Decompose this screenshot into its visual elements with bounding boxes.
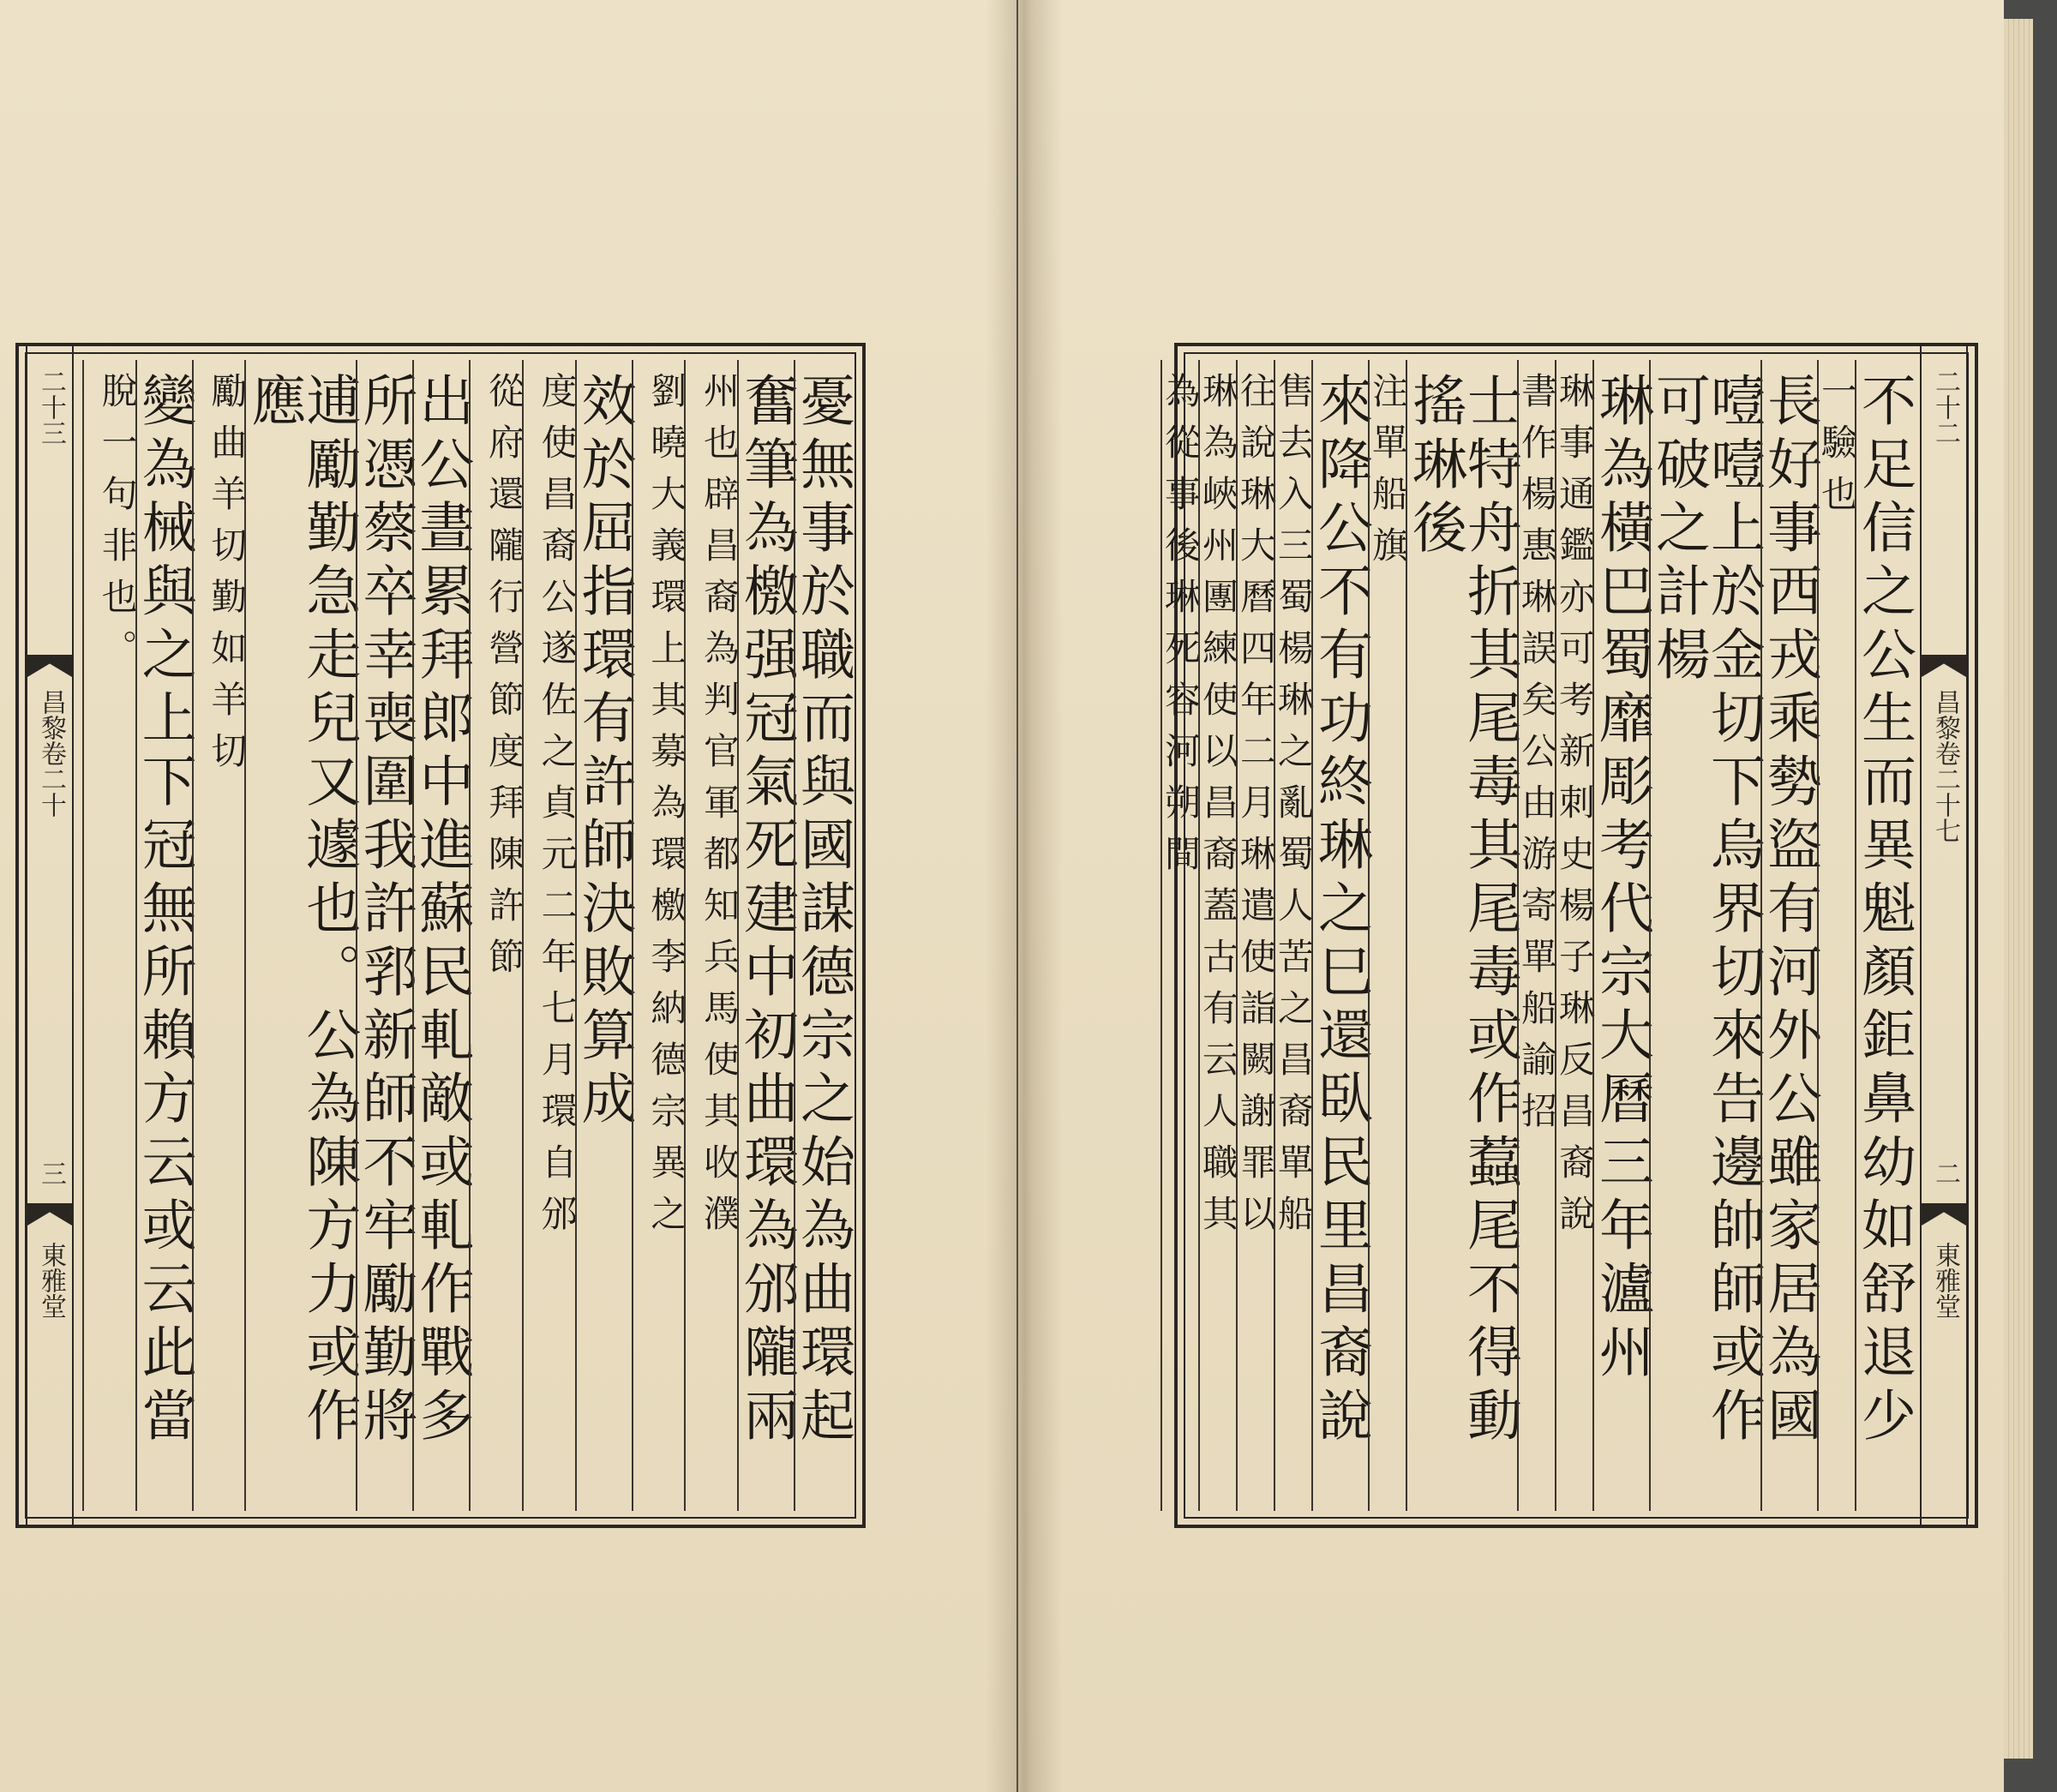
right-page-number: 二十二 [1930,369,1960,446]
left-page-number: 二十三 [36,369,66,446]
text-column: 來降公不有功終琳之巳還臥民里昌裔說 [1311,360,1368,1511]
left-page [0,0,1017,1792]
text-column: 脫一句非也。 [82,360,135,1511]
text-column: 變為械與之上下冠無所賴方云或云此當 [135,360,192,1511]
right-page [1018,0,2004,1792]
text-column: 一驗也 [1817,360,1855,1511]
left-fishtail-mark-lower [27,1203,72,1226]
text-column: 售去入三蜀楊琳之亂蜀人苦之昌裔單船 [1274,360,1311,1511]
left-volume-title: 昌黎卷二十 [36,689,66,818]
text-column: 出公晝累拜郎中進蘇民軋敵或軋作戰多 [412,360,469,1511]
left-studio-name: 東雅堂 [36,1242,66,1319]
text-column: 逋勵勤急走兒又遽也。公為陳方力或作應 [244,360,356,1511]
text-column: 書作楊惠琳誤矣公由游寄單船諭招 [1517,360,1555,1511]
right-leaf-number: 二 [1930,1160,1960,1186]
text-column: 勵曲羊切勤如羊切 [192,360,245,1511]
text-column: 度使昌裔公遂佐之貞元二年七月環自邠 [522,360,575,1511]
text-column: 為從事後琳死容河朔間 [1160,360,1198,1511]
left-banxin [26,346,74,1525]
page-edges [2004,19,2033,1759]
text-column: 琳為橫巴蜀靡彫考代宗大曆三年瀘州 [1592,360,1649,1511]
text-column: 奮筆為檄强冠氣死建中初曲環為邠隴兩 [737,360,794,1511]
right-print-frame [1160,343,1978,1528]
left-leaf-number: 三 [36,1160,66,1186]
right-fishtail-mark-lower [1922,1203,1966,1226]
left-text-columns [82,360,855,1511]
text-column: 效於屈指環有許師決敗算成 [575,360,632,1511]
right-studio-name: 東雅堂 [1930,1242,1960,1319]
text-column: 長好事西戎乘勢盜有河外公雖家居為國 [1760,360,1817,1511]
text-column: 噎噎上於金切下烏界切來告邊帥師或作可破之計楊 [1649,360,1760,1511]
text-column: 琳事通鑑亦可考新刺史楊子琳反昌裔說 [1555,360,1592,1511]
left-print-frame [15,343,866,1528]
text-column: 從府還隴行營節度拜陳許節 [469,360,522,1511]
text-column: 琳為峽州團練使以昌裔蓋古有云人職其 [1198,360,1236,1511]
text-column: 州也辟昌裔為判官軍都知兵馬使其收濮 [684,360,737,1511]
right-text-columns [1160,360,1916,1511]
text-column: 往說琳大曆四年二月琳遣使詣闕謝罪以 [1236,360,1274,1511]
text-column: 劉曉大義環上其募為環檄李納德宗異之 [632,360,685,1511]
text-column: 不足信之公生而異魁顏鉅鼻幼如舒退少 [1855,360,1911,1511]
text-column: 憂無事於職而與國謀德宗之始為曲環起 [794,360,850,1511]
right-banxin [1920,346,1968,1525]
right-fishtail-mark [1922,655,1966,677]
text-column: 所憑蔡卒幸喪圍我許郛新師不牢勵勤將 [356,360,412,1511]
left-fishtail-mark [27,655,72,677]
text-column: 注單船旗 [1368,360,1406,1511]
book-gutter [986,0,1063,1792]
text-column: 士特舟折其尾毒其尾毒或作蠚尾不得動搖琳後 [1406,360,1517,1511]
right-volume-title: 昌黎卷二十七 [1930,689,1960,843]
